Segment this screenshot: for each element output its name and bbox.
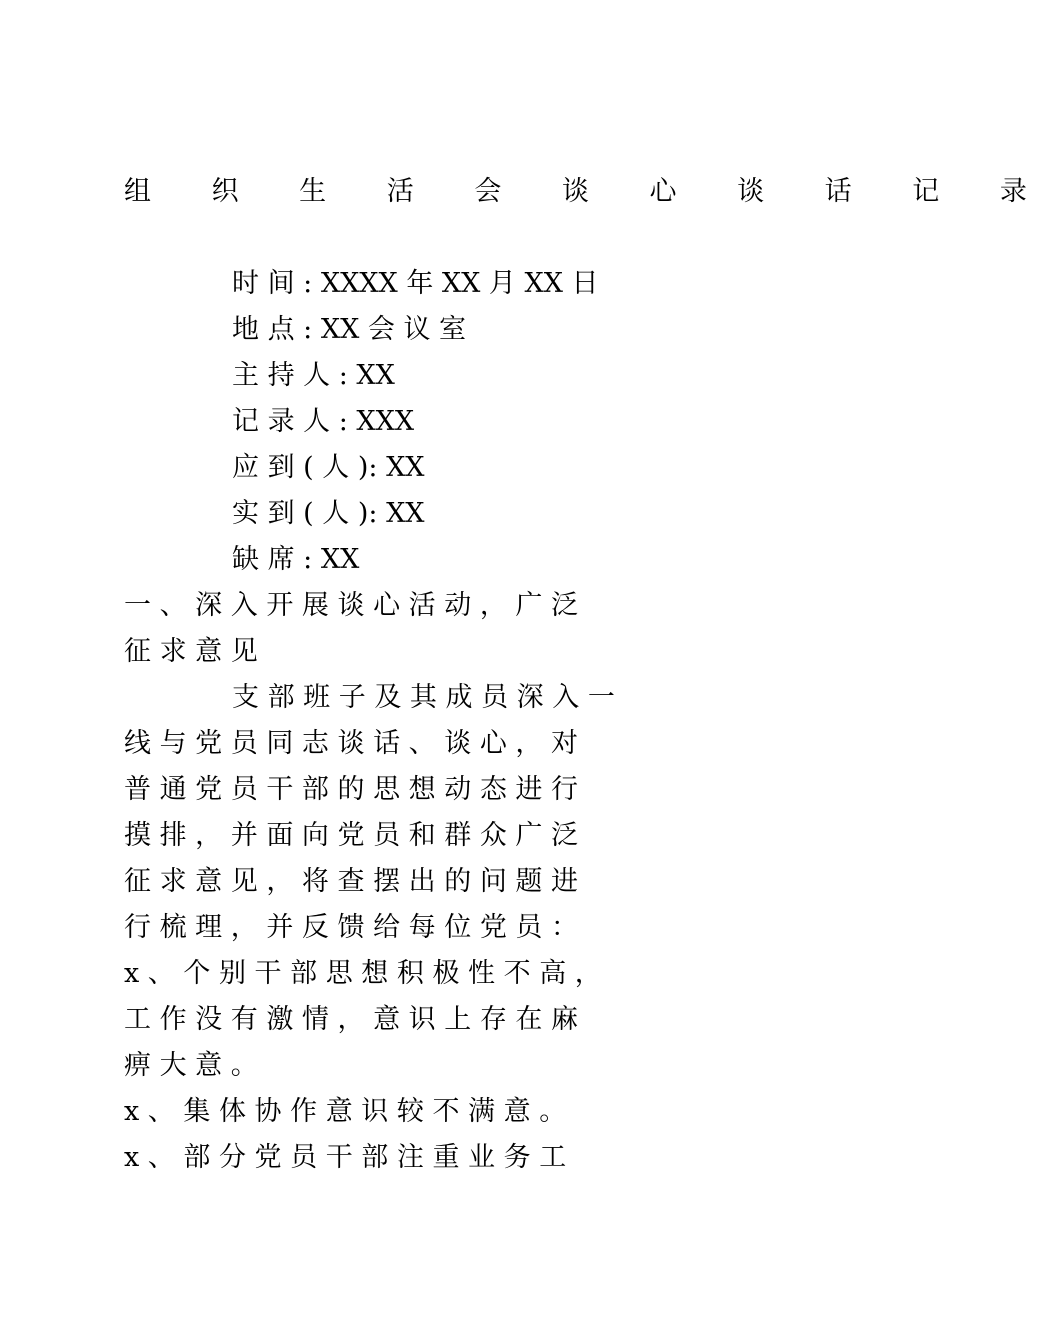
body-line-7: x 、 个 别 干 部 思 想 积 极 性 不 高 ， xyxy=(124,958,602,989)
meta-expected-attendance: 应 到 ( 人 ): XX xyxy=(232,452,425,483)
meta-host: 主 持 人 : XX xyxy=(232,360,395,391)
body-line-10: x 、 集 体 协 作 意 识 较 不 满 意 。 xyxy=(124,1096,567,1127)
meta-absent: 缺 席 : XX xyxy=(232,544,360,575)
body-line-6: 行 梳 理 ， 并 反 馈 给 每 位 党 员 ： xyxy=(124,912,578,943)
section-heading-line-2: 征 求 意 见 xyxy=(124,636,258,667)
body-line-11: x 、 部 分 党 员 干 部 注 重 业 务 工 xyxy=(124,1142,567,1173)
body-line-1: 支 部 班 子 及 其 成 员 深 入 一 xyxy=(232,682,615,713)
section-heading-line-1: 一 、 深 入 开 展 谈 心 活 动 ， 广 泛 xyxy=(124,590,578,621)
body-line-5: 征 求 意 见 ， 将 查 摆 出 的 问 题 进 xyxy=(124,866,578,897)
meta-time: 时 间 : XXXX 年 XX 月 XX 日 xyxy=(232,268,599,299)
meta-location: 地 点 : XX 会 议 室 xyxy=(232,314,467,345)
body-line-2: 线 与 党 员 同 志 谈 话 、 谈 心 ， 对 xyxy=(124,728,578,759)
document-title: 组 织 生 活 会 谈 心 谈 话 记 录 xyxy=(124,176,1053,207)
body-line-8: 工 作 没 有 激 情 ， 意 识 上 存 在 麻 xyxy=(124,1004,578,1035)
body-line-9: 痹 大 意 。 xyxy=(124,1050,258,1081)
meta-recorder: 记 录 人 : XXX xyxy=(232,406,415,437)
body-line-4: 摸 排 ， 并 面 向 党 员 和 群 众 广 泛 xyxy=(124,820,578,851)
meta-actual-attendance: 实 到 ( 人 ): XX xyxy=(232,498,425,529)
body-line-3: 普 通 党 员 干 部 的 思 想 动 态 进 行 xyxy=(124,774,578,805)
